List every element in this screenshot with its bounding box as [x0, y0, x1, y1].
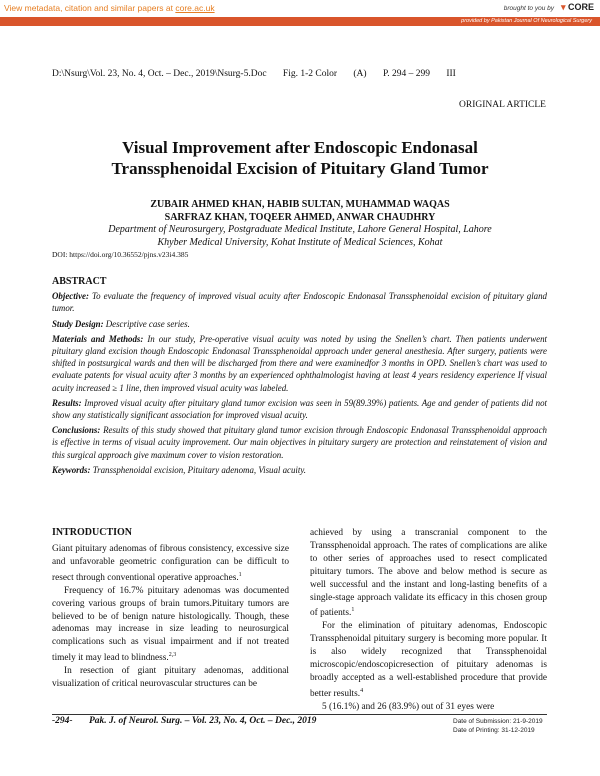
intro-heading: INTRODUCTION	[52, 527, 133, 538]
footer	[52, 716, 330, 726]
authors-line-2: SARFRAZ KHAN, TOQEER AHMED, ANWAR CHAUDHRY	[164, 212, 436, 223]
core-provided-by: provided by Pakistan Journal Of Neurological Surgery	[461, 18, 592, 24]
core-domain-link[interactable]: core.ac.uk	[175, 3, 215, 13]
right-column	[310, 527, 547, 714]
affiliation-line-1: Department of Neurosurgery, Postgraduate Medical Institute, Lahore General Hospital, Lahore	[108, 224, 492, 235]
affiliation-line-2: Khyber Medical University, Kohat Institute of Medical Sciences, Kohat	[157, 236, 443, 248]
left-column	[52, 527, 289, 691]
journal-citation: Pak. J. of Neurol. Surg. – Vol. 23, No. 4, Oct. – Dec., 2019	[88, 716, 317, 726]
core-logo[interactable]: ▾ CORE	[560, 2, 594, 12]
abstract-methods: Materials and Methods: In our study, Pre-operative visual acuity was noted by using the Snellen’s chart. Then patients underwent pituitary gland excision though Endoscopic Endonasal Transsphenoidal approach under general anesthesia. After surgery, patients were shifted in postsurgical wards and then will be discharged from there and were examinedfor 3 months in OPD. Snellen’s chart was used to evaluate patents for visual acuity after 3 months by an experienced ophthalmologist having at least 4 years residency experience If visual acuity increased ≥ 1 line, then improved visual acuity was labeled.	[52, 333, 547, 393]
doi[interactable]: DOI: https://doi.org/10.36552/pjns.v23i4.385	[52, 250, 189, 259]
file-info-line	[52, 69, 470, 79]
file-letter: (A)	[353, 69, 367, 79]
abstract-objective: Objective: To evaluate the frequency of improved visual acuity after Endoscopic Endonasal Transsphenoidal excision of pituitary gland tumor.	[52, 291, 547, 314]
intro-paragraph-3: In resection of giant pituitary adenomas, additional visualization of critical neurovascular structures can be	[52, 666, 289, 690]
intro-paragraph-1: Giant pituitary adenomas of fibrous consistency, excessive size and unfavorable geometric configuration can be difficult to resect through conventional operative approaches.$^1$	[52, 543, 289, 583]
footer-rule	[52, 714, 547, 715]
abstract-heading: ABSTRACT	[52, 276, 107, 287]
abstract-keywords: Keywords: Transsphenoidal excision, Pituitary adenoma, Visual acuity.	[52, 464, 306, 475]
file-path: D:\Nsurg\Vol. 23, No. 4, Oct. – Dec., 2019\Nsurg-5.Doc	[52, 69, 267, 79]
right-paragraph-3: 5 (16.1%) and 26 (83.9%) out of 31 eyes were	[322, 701, 495, 712]
core-metadata-link[interactable]: View metadata, citation and similar papers at core.ac.uk	[4, 3, 215, 13]
core-brought-by: brought to you by	[503, 5, 554, 12]
file-volume: III	[446, 69, 456, 79]
file-fig: Fig. 1-2 Color	[282, 69, 338, 79]
date-printing: Date of Printing: 31-12-2019	[453, 727, 535, 734]
file-pages: P. 294 – 299	[382, 69, 430, 79]
abstract	[52, 276, 547, 479]
page-number: -294-	[52, 716, 73, 726]
article-type: ORIGINAL ARTICLE	[459, 100, 546, 110]
paper-title	[60, 137, 540, 179]
title-line-2: Transsphenoidal Excision of Pituitary Gland Tumor	[111, 159, 489, 178]
abstract-design: Study Design: Descriptive case series.	[52, 318, 190, 329]
dates	[453, 717, 543, 735]
right-paragraph-2: For the elimination of pituitary adenomas, Endoscopic Transsphenoidal pituitary surgery is becoming more popular. It is also widely recognized that Transsphenoidal microscopic/endoscopicresection of pituitary adenomas is broadly accepted as a well-established procedure that provide better results.$^4$	[310, 621, 547, 700]
title-line-1: Visual Improvement after Endoscopic Endonasal	[122, 138, 478, 157]
authors-line-1: ZUBAIR AHMED KHAN, HABIB SULTAN, MUHAMMAD WAQAS	[150, 199, 450, 210]
intro-paragraph-2: Frequency of 16.7% pituitary adenomas was documented covering various groups of brain tumors.Pituitary tumors are believed to be of benign nature histologically. Though, these adenomas may increase in size leading to neurosurgical complications such as visual impairment and if not treated timely it may lead to blindness.$^{2,3}$	[52, 585, 289, 664]
abstract-results: Results: Improved visual acuity after pituitary gland tumor excision was seen in 59(89.39%) patients. Age and gender of patients did not show any statistically significant association for improved visual acuity.	[52, 397, 547, 421]
authors	[60, 198, 540, 224]
affiliation	[60, 224, 540, 249]
date-submission: Date of Submission: 21-9-2019	[453, 718, 543, 725]
abstract-conclusions: Conclusions: Results of this study showed that pituitary gland tumor excision through Endoscopic Endonasal Transsphenoidal approach is effective in terms of visual acuity improvement. Our main objectives in pituitary surgery are protection and reinstatement of vision and this surgical approach give maximum cover to vision restoration.	[52, 425, 547, 460]
right-paragraph-1: achieved by using a transcranial component to the Transsphenoidal approach. The rates of complications are alike to other series of approaches used to resect complicated pituitary tumors. The above and below method is secure as well successful and the instant and long-lasting benefits of a single-stage approach validate its efficacy in this chosen group of patients.$^1$	[310, 528, 547, 619]
